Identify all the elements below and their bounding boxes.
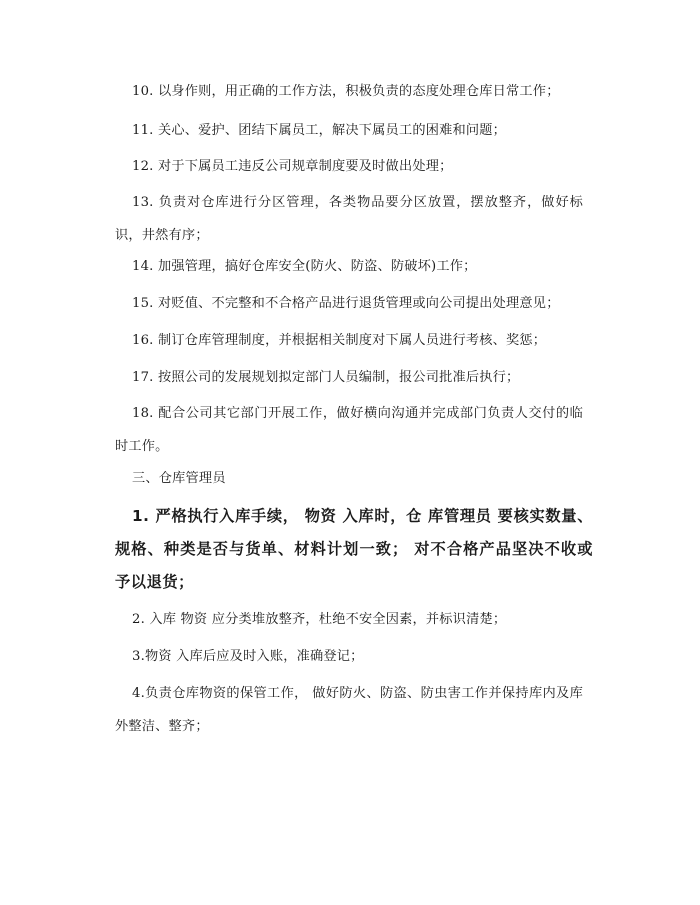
paragraph-item-13: 13. 负责对仓库进行分区管理，各类物品要分区放置，摆放整齐，做好标识，井然有序； xyxy=(115,195,583,243)
paragraph-item-16: 16. 制订仓库管理制度，并根据相关制度对下属人员进行考核、奖惩； xyxy=(132,333,547,348)
paragraph-tail-item-3: 3.物资 入库后应及时入账，准确登记； xyxy=(132,649,364,664)
paragraph-item-15: 15. 对贬值、不完整和不合格产品进行退货管理或向公司提出处理意见； xyxy=(132,296,560,311)
paragraph-item-12: 12. 对于下属员工违反公司规章制度要及时做出处理； xyxy=(132,159,453,174)
section-heading: 三、仓库管理员 xyxy=(132,471,226,486)
paragraph-item-18: 18. 配合公司其它部门开展工作，做好横向沟通并完成部门负责人交付的临时工作。 xyxy=(115,406,583,454)
bold-paragraph-item-1: 1. 严格执行入库手续， 物资 入库时，仓 库管理员 要核实数量、规格、种类是否与货单、材料计划一致； 对不合格产品坚决不收或予以退货； xyxy=(115,507,593,591)
paragraph-item-11: 11. 关心、爱护、团结下属员工，解决下属员工的困难和问题； xyxy=(132,123,507,138)
paragraph-tail-item-4: 4.负责仓库物资的保管工作， 做好防火、防盗、防虫害工作并保持库内及库外整洁、整齐； xyxy=(115,686,583,734)
paragraph-tail-item-2: 2. 入库 物资 应分类堆放整齐，杜绝不安全因素，并标识清楚； xyxy=(132,612,507,627)
paragraph-item-14: 14. 加强管理，搞好仓库安全(防火、防盗、防破坏)工作； xyxy=(132,259,477,274)
paragraph-item-10: 10. 以身作则，用正确的工作方法，积极负责的态度处理仓库日常工作； xyxy=(132,84,560,99)
paragraph-item-17: 17. 按照公司的发展规划拟定部门人员编制，报公司批准后执行； xyxy=(132,370,520,385)
